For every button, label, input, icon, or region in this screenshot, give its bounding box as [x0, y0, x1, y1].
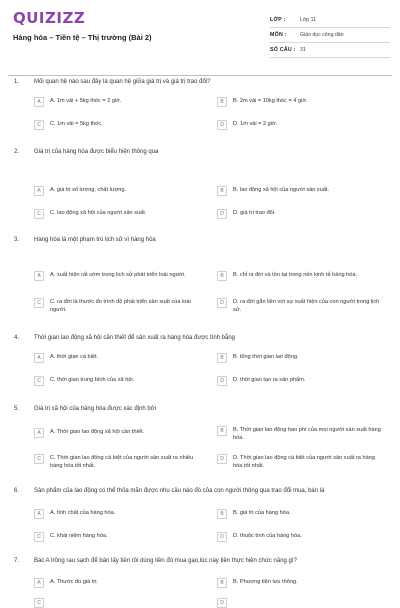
- option-d[interactable]: [217, 298, 385, 314]
- document-header: [0, 0, 400, 72]
- meta-row-subject: [270, 28, 390, 43]
- option-b[interactable]: [217, 97, 385, 107]
- option-c[interactable]: [34, 598, 202, 608]
- option-a[interactable]: [34, 509, 202, 519]
- question-text: Hàng hóa là một phạm trù lịch sử vì hàng hóa: [34, 237, 156, 243]
- option-text: A. Thời gian lao động xã hội cần thiết.: [50, 429, 145, 435]
- option-letter: C: [34, 298, 44, 308]
- option-text: B. lao động xã hội của người sản xuất.: [233, 187, 330, 193]
- option-text: B. giá trị của hàng hóa.: [233, 510, 291, 516]
- option-letter: D: [217, 376, 227, 386]
- option-letter: A: [34, 578, 44, 588]
- document-title: Hàng hóa – Tiền tệ – Thị trường (Bài 2): [13, 33, 152, 42]
- option-d[interactable]: [217, 598, 385, 608]
- option-letter: D: [217, 120, 227, 130]
- option-d[interactable]: [217, 209, 385, 219]
- option-letter: C: [34, 598, 44, 608]
- option-letter: A: [34, 271, 44, 281]
- option-a[interactable]: [34, 97, 202, 107]
- option-b[interactable]: [217, 353, 385, 363]
- meta-value: Giáo dục công dân: [300, 32, 344, 38]
- question-number: 5.: [14, 406, 20, 412]
- option-a[interactable]: [34, 578, 202, 588]
- option-letter: D: [217, 532, 227, 542]
- option-letter: D: [217, 298, 227, 308]
- option-c[interactable]: [34, 376, 202, 386]
- option-letter: C: [34, 532, 44, 542]
- option-text: B. 2m vải = 10kg thóc = 4 giờ.: [233, 98, 308, 104]
- option-b[interactable]: [217, 426, 385, 442]
- option-letter: A: [34, 509, 44, 519]
- meta-key: LỚP :: [270, 17, 286, 23]
- option-text: A. Thước đo giá trị.: [50, 579, 99, 585]
- option-d[interactable]: [217, 454, 385, 470]
- option-d[interactable]: [217, 532, 385, 542]
- meta-value: 31: [300, 47, 306, 53]
- option-b[interactable]: [217, 509, 385, 519]
- option-text: D. thuộc tính của hàng hóa.: [233, 533, 302, 539]
- option-text: D. 1m vải = 2 giờ.: [233, 121, 278, 127]
- option-text: A. xuất hiện rất sớm trong lịch sử phát triển loài người.: [50, 272, 186, 278]
- option-letter: C: [34, 454, 44, 464]
- question-number: 2.: [14, 149, 20, 155]
- option-a[interactable]: [34, 353, 202, 363]
- option-text: C. thời gian trung bình của xã hội.: [50, 377, 135, 383]
- meta-row-question-count: [270, 43, 390, 58]
- option-a[interactable]: [34, 186, 202, 196]
- question-number: 4.: [14, 335, 20, 341]
- option-b[interactable]: [217, 271, 385, 281]
- metadata-panel: [270, 13, 390, 58]
- option-letter: B: [217, 509, 227, 519]
- option-letter: B: [217, 97, 227, 107]
- meta-value: Lớp 11: [300, 17, 316, 23]
- option-c[interactable]: [34, 209, 202, 219]
- option-text: B. tổng thời gian lao động.: [233, 354, 299, 360]
- option-text: C. khái niệm hàng hóa.: [50, 533, 108, 539]
- option-text: [50, 598, 202, 599]
- question-text: Thời gian lao động xã hội cần thiết để sản xuất ra hàng hóa được tính bằng: [34, 335, 236, 341]
- question-number: 6.: [14, 488, 20, 494]
- option-text: A. tính chất của hàng hóa.: [50, 510, 116, 516]
- header-divider: [8, 75, 392, 76]
- option-letter: A: [34, 428, 44, 438]
- option-b[interactable]: [217, 578, 385, 588]
- question-text: Giá trị xã hội của hàng hóa được xác định bởi: [34, 406, 156, 412]
- option-text: B. Phương tiện lưu thông.: [233, 579, 298, 585]
- option-text: A. 1m vải + 5kg thóc = 2 giờ.: [50, 98, 122, 104]
- option-text: B. Thời gian lao động hao phí của mọi người sản xuất hàng hóa.: [233, 427, 381, 441]
- option-letter: C: [34, 376, 44, 386]
- option-letter: C: [34, 209, 44, 219]
- option-letter: B: [217, 578, 227, 588]
- question-text: Sản phẩm của lao động có thể thỏa mãn được nhu cầu nào đó của con người thông qua trao đổi mua, bán là: [34, 488, 325, 494]
- question-number: 3.: [14, 237, 20, 243]
- option-letter: C: [34, 120, 44, 130]
- option-text: D. ra đời gắn liền với sự xuất hiện của con người trong lịch sử.: [233, 299, 380, 313]
- meta-key: MÔN :: [270, 32, 287, 38]
- option-letter: A: [34, 353, 44, 363]
- option-text: C. ra đời là thước đo trình độ phát triển sản xuất của loài người.: [50, 299, 191, 313]
- option-d[interactable]: [217, 376, 385, 386]
- option-letter: D: [217, 454, 227, 464]
- option-letter: B: [217, 186, 227, 196]
- option-a[interactable]: [34, 271, 202, 281]
- option-letter: B: [217, 353, 227, 363]
- option-b[interactable]: [217, 186, 385, 196]
- option-letter: D: [217, 209, 227, 219]
- option-text: D. thời gian tạo ra sản phẩm.: [233, 377, 306, 383]
- question-text: Bác A trồng rau sạch để bán lấy tiền rồi dùng tiền đó mua gạo,lúc này tiền thực hiện chức năng gì?: [34, 558, 297, 564]
- quizizz-logo: QUIZIZZ: [13, 9, 86, 27]
- meta-key: SỐ CÂU :: [270, 47, 296, 53]
- option-c[interactable]: [34, 120, 202, 130]
- option-text: C. 1m vải = 5kg thóc.: [50, 121, 103, 127]
- option-text: C. Thời gian lao động cá biệt của người sản xuất ra nhiều hàng hóa tốt nhất.: [50, 455, 194, 469]
- option-d[interactable]: [217, 120, 385, 130]
- option-text: D. giá trị trao đổi.: [233, 210, 276, 216]
- option-c[interactable]: [34, 532, 202, 542]
- option-text: C. lao động xã hội của người sản xuất.: [50, 210, 147, 216]
- option-letter: B: [217, 426, 227, 436]
- option-letter: A: [34, 97, 44, 107]
- question-number: 7.: [14, 558, 20, 564]
- option-text: D. Thời gian lao động cá biệt của người sản xuất ra hàng hóa tốt nhất.: [233, 455, 375, 469]
- option-text: [233, 598, 385, 599]
- question-text: Giá trị của hàng hóa được biểu hiện thông qua: [34, 149, 159, 155]
- option-c[interactable]: [34, 454, 202, 470]
- option-a[interactable]: [34, 428, 202, 438]
- meta-row-class: [270, 13, 390, 28]
- option-letter: B: [217, 271, 227, 281]
- question-number: 1.: [14, 79, 20, 85]
- option-c[interactable]: [34, 298, 202, 314]
- option-text: A. thời gian cá biệt.: [50, 354, 99, 360]
- option-text: B. chỉ ra đời và tồn tại trong nền kinh tế hàng hóa.: [233, 272, 358, 278]
- question-text: Mối quan hệ nào sau đây là quan hệ giữa giá trị và giá trị trao đổi?: [34, 79, 211, 85]
- option-text: A. giá trị số lượng, chất lượng.: [50, 187, 127, 193]
- option-letter: A: [34, 186, 44, 196]
- option-letter: D: [217, 598, 227, 608]
